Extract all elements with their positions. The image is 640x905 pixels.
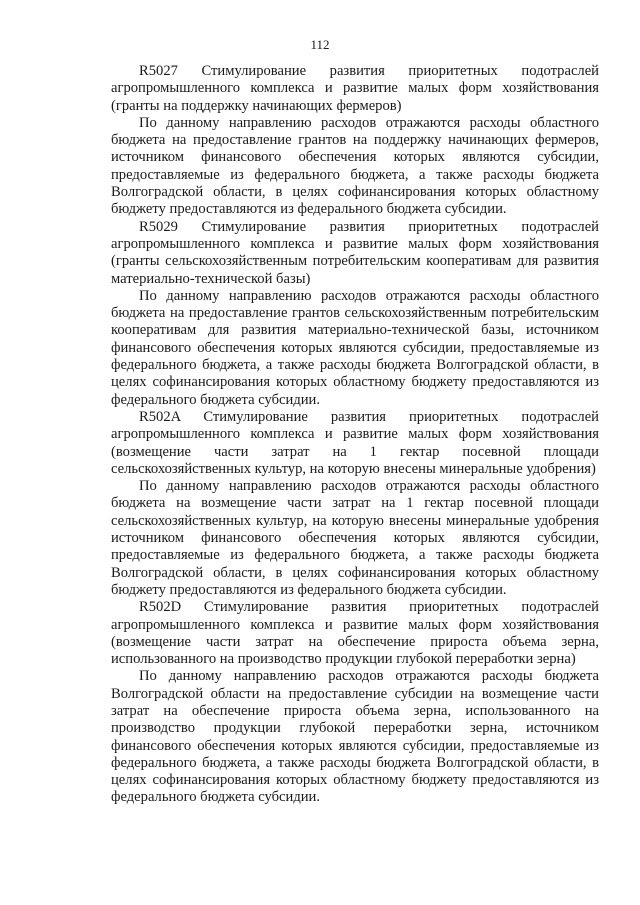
section-body-r5029: По данному направлению расходов отражаются расходы областного бюджета на предоставление грантов сельскохозяйственным потребительским кооперативам для развития материально-технической базы, источником финансового обеспечения которых являются субсидии, предоставляемые из федерального бюджета, а также расходы бюджета Волгоградской области, в целях софинансирования которых областному бюджету предоставляются из федерального бюджета субсидии.: [111, 287, 599, 408]
section-heading-r5029: R5029 Стимулирование развития приоритетных подотраслей агропромышленного комплекса и развитие малых форм хозяйствования (гранты сельскохозяйственным потребительским кооперативам для развития материально-технической базы): [111, 218, 599, 287]
section-heading-r5027: R5027 Стимулирование развития приоритетных подотраслей агропромышленного комплекса и развитие малых форм хозяйствования (гранты на поддержку начинающих фермеров): [111, 63, 599, 114]
document-body: [111, 63, 599, 807]
section-body-r502a: По данному направлению расходов отражаются расходы областного бюджета на возмещение части затрат на 1 гектар посевной площади сельскохозяйственных культур, на которую внесены минеральные удобрения источником финансового обеспечения которых являются субсидии, предоставляемые из федерального бюджета, а также расходы бюджета Волгоградской области, в целях софинансирования которых областному бюджету предоставляются из федерального бюджета субсидии.: [111, 478, 599, 598]
section-body-r502d: По данному направлению расходов отражаются расходы бюджета Волгоградской области на предоставление субсидии на возмещение части затрат на обеспечение прироста объема зерна, использованного на производство продукции глубокой переработки зерна, источником финансового обеспечения которых являются субсидии, предоставляемые из федерального бюджета, а также расходы бюджета Волгоградской области, в целях софинансирования которых областному бюджету предоставляются из федерального бюджета субсидии.: [111, 668, 599, 806]
section-heading-r502a: R502A Стимулирование развития приоритетных подотраслей агропромышленного комплекса и развитие малых форм хозяйствования (возмещение части затрат на 1 гектар посевной площади сельскохозяйственных культур, на которую внесены минеральные удобрения): [111, 408, 599, 477]
section-heading-r502d: R502D Стимулирование развития приоритетных подотраслей агропромышленного комплекса и развитие малых форм хозяйствования (возмещение части затрат на обеспечение прироста объема зерна, использованного на производство продукции глубокой переработки зерна): [111, 599, 599, 668]
section-body-r5027: По данному направлению расходов отражаются расходы областного бюджета на предоставление грантов на поддержку начинающих фермеров, источником финансового обеспечения которых являются субсидии, предоставляемые из федерального бюджета, а также расходы бюджета Волгоградской области, в целях софинансирования которых областному бюджету предоставляются из федерального бюджета субсидии.: [111, 114, 599, 218]
page-number: 112: [310, 37, 330, 52]
